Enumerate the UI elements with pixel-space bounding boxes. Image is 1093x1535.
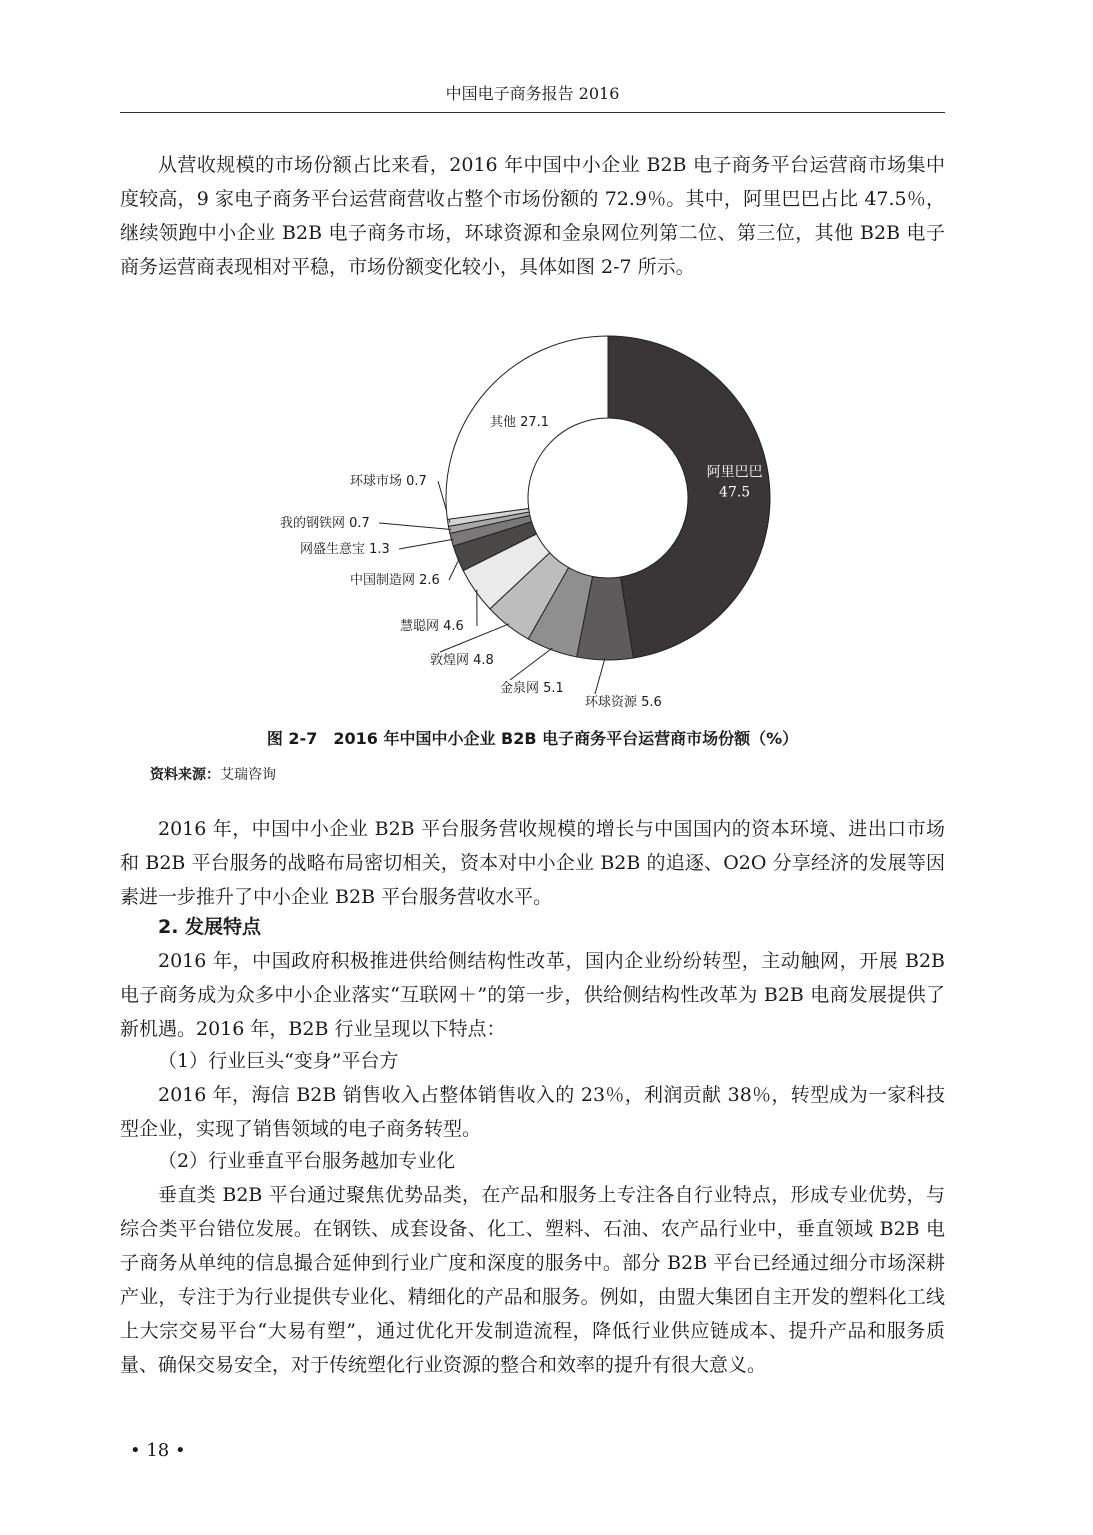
slice-label-中国制造网: 中国制造网 2.6 — [350, 573, 440, 588]
paragraph-vertical: 垂直类 B2B 平台通过聚焦优势品类，在产品和服务上专注各自行业特点，形成专业优势，与综合类平台错位发展。在钢铁、成套设备、化工、塑料、石油、农产品行业中，垂直领域 B2B 电子商务从单纯的信息撮合延伸到行业广度和深度的服务中。部分 B2B 平台已经通过细分市场深耕产业，专注于为行业提供专业化、精细化的产品和服务。例如，由盟大集团自主开发的塑料化工线上大宗交易平台“大易有塑”，通过优化开发制造流程，降低行业供应链成本、提升产品和服务质量、确保交易安全，对于传统塑化行业资源的整合和效率的提升有很大意义。 — [120, 1184, 945, 1376]
page-number: • 18 • — [130, 1440, 186, 1461]
slice-label-慧聪网: 慧聪网 4.6 — [400, 619, 464, 634]
section-heading: 2. 发展特点 — [158, 916, 262, 938]
leader-line-金泉网 — [510, 648, 552, 680]
donut-chart — [250, 330, 810, 720]
figure-source — [150, 764, 276, 784]
slice-label-环球市场: 环球市场 0.7 — [350, 474, 427, 489]
slice-label-我的钢铁网: 我的钢铁网 0.7 — [280, 516, 370, 531]
leader-line-中国制造网 — [449, 558, 460, 580]
page-header — [120, 80, 945, 113]
leader-line-网盛生意宝 — [399, 539, 453, 549]
header-title: 中国电子商务报告 2016 — [445, 84, 620, 103]
source-label: 资料来源： — [150, 767, 220, 783]
subheading-1: （1）行业巨头“变身”平台方 — [158, 1050, 399, 1072]
paragraph-policy: 2016 年，中国政府积极推进供给侧结构性改革，国内企业纷纷转型，主动触网，开展 B2B 电子商务成为众多中小企业落实“互联网＋”的第一步，供给侧结构性改革为 B2B 电商发展提供了新机遇。2016 年，B2B 行业呈现以下特点： — [120, 950, 945, 1040]
subheading-2: （2）行业垂直平台服务越加专业化 — [158, 1150, 456, 1172]
leader-line-环球资源 — [595, 658, 605, 694]
slice-label-金泉网: 金泉网 5.1 — [500, 681, 564, 696]
paragraph-market-share: 从营收规模的市场份额占比来看，2016 年中国中小企业 B2B 电子商务平台运营商市场集中度较高，9 家电子商务平台运营商营收占整个市场份额的 72.9％。其中，阿里巴巴占比 47.5％，继续领跑中小企业 B2B 电子商务市场，环球资源和金泉网位列第二位、第三位，其他 B2B 电子商务运营商表现相对平稳，市场份额变化较小，具体如图 2-7 所示。 — [120, 154, 945, 278]
slice-value-阿里巴巴: 47.5 — [719, 484, 751, 501]
slice-label-环球资源: 环球资源 5.6 — [585, 695, 662, 710]
slice-label-网盛生意宝: 网盛生意宝 1.3 — [300, 542, 390, 557]
leader-line-我的钢铁网 — [379, 523, 451, 529]
paragraph-hisense: 2016 年，海信 B2B 销售收入占整体销售收入的 23％，利润贡献 38％，转型成为一家科技型企业，实现了销售领域的电子商务转型。 — [120, 1084, 945, 1140]
paragraph-growth: 2016 年，中国中小企业 B2B 平台服务营收规模的增长与中国国内的资本环境、进出口市场和 B2B 平台服务的战略布局密切相关，资本对中小企业 B2B 的追逐、O2O 分享经济的发展等因素进一步推升了中小企业 B2B 平台服务营收水平。 — [120, 818, 945, 908]
slice-label-阿里巴巴: 阿里巴巴 — [706, 464, 763, 481]
slice-label-其他: 其他 27.1 — [490, 415, 550, 430]
source-text: 艾瑞咨询 — [220, 767, 276, 783]
slice-label-敦煌网: 敦煌网 4.8 — [430, 653, 494, 668]
figure-caption: 图 2-7 2016 年中国中小企业 B2B 电子商务平台运营商市场份额（%） — [266, 729, 799, 748]
